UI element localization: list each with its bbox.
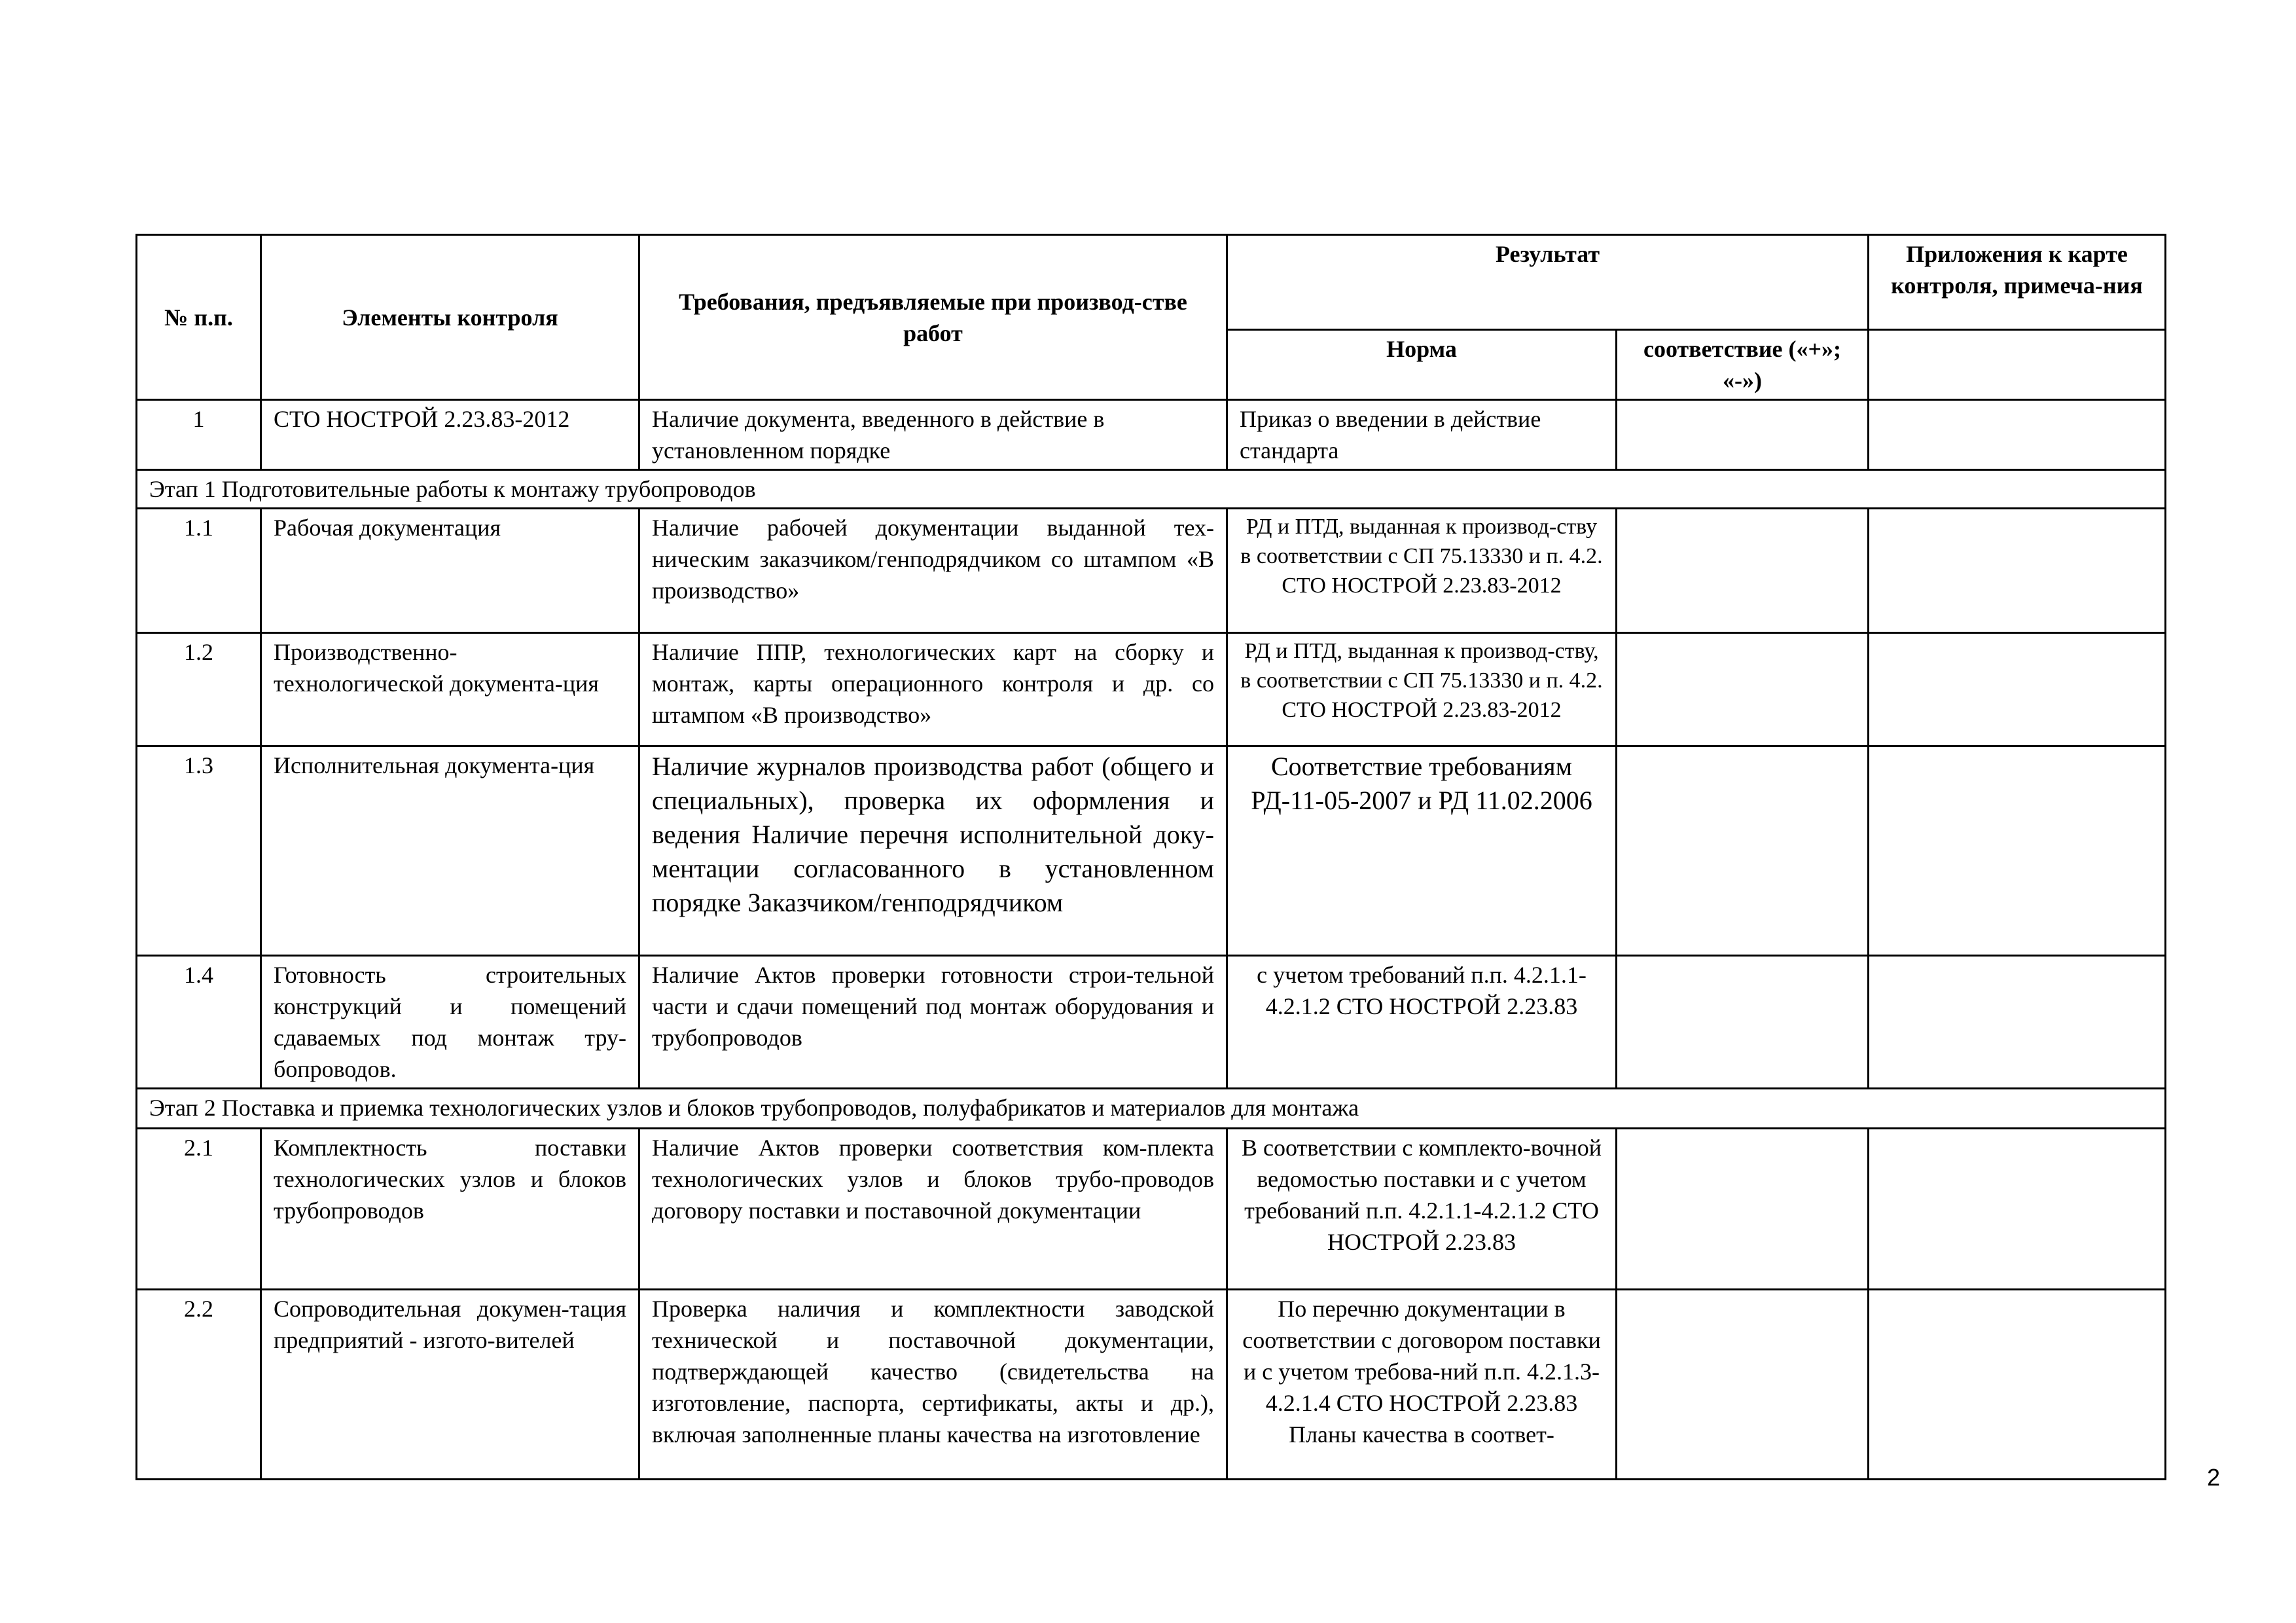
row-requirement: Наличие документа, введенного в действие в установленном порядке (639, 400, 1227, 470)
stage-row (137, 1089, 2166, 1129)
row-element: Готовность строительных конструкций и помещений сдаваемых под монтаж тру-бопроводов. (261, 956, 639, 1089)
table-row (137, 1129, 2166, 1290)
row-requirement: Проверка наличия и комплектности заводской технической и поставочной документации, подтверждающей качество (свидетельства на изготовление, паспорта, сертификаты, акты и др.), включая заполненные планы качества на изготовление (639, 1290, 1227, 1480)
table-row (137, 746, 2166, 956)
row-element: СТО НОСТРОЙ 2.23.83-2012 (261, 400, 639, 470)
row-compliance (1617, 633, 1869, 746)
row-appendix (1869, 956, 2166, 1089)
row-requirement: Наличие ППР, технологических карт на сборку и монтаж, карты операционного контроля и др. со штампом «В производство» (639, 633, 1227, 746)
table-row (137, 1290, 2166, 1480)
header-requirements: Требования, предъявляемые при производ-стве работ (639, 235, 1227, 400)
header-norm: Норма (1227, 330, 1617, 400)
control-table (135, 234, 2166, 1480)
row-compliance (1617, 1290, 1869, 1480)
row-element: Рабочая документация (261, 509, 639, 633)
row-appendix (1869, 1290, 2166, 1480)
row-appendix (1869, 633, 2166, 746)
row-num: 1.4 (137, 956, 261, 1089)
row-num: 1 (137, 400, 261, 470)
row-compliance (1617, 956, 1869, 1089)
stage-row (137, 470, 2166, 509)
row-norm: РД и ПТД, выданная к производ-ству, в соответствии с СП 75.13330 и п. 4.2. СТО НОСТРОЙ 2.23.83-2012 (1227, 633, 1617, 746)
row-norm: Соответствие требованиям РД-11-05-2007 и РД 11.02.2006 (1227, 746, 1617, 956)
row-element: Сопроводительная докумен-тация предприятий - изгото-вителей (261, 1290, 639, 1480)
header-elements: Элементы контроля (261, 235, 639, 400)
row-appendix (1869, 509, 2166, 633)
row-num: 1.1 (137, 509, 261, 633)
row-compliance (1617, 746, 1869, 956)
row-requirement: Наличие журналов производства работ (общего и специальных), проверка их оформления и ведения Наличие перечня исполнительной доку-ментации согласованного в установленном порядке Заказчиком/генподрядчиком (639, 746, 1227, 956)
header-result: Результат (1227, 235, 1869, 330)
row-requirement: Наличие Актов проверки соответствия ком-плекта технологических узлов и блоков трубо-проводов договору поставки и поставочной документации (639, 1129, 1227, 1290)
table-row (137, 633, 2166, 746)
row-requirement: Наличие рабочей документации выданной тех-ническим заказчиком/генподрядчиком со штампом «В производство» (639, 509, 1227, 633)
row-compliance (1617, 1129, 1869, 1290)
table-row (137, 400, 2166, 470)
row-num: 2.2 (137, 1290, 261, 1480)
row-norm: По перечню документации в соответствии с договором поставки и с учетом требова-ний п.п. 4.2.1.3-4.2.1.4 СТО НОСТРОЙ 2.23.83 Планы качества в соответ- (1227, 1290, 1617, 1480)
stage-title: Этап 1 Подготовительные работы к монтажу трубопроводов (137, 470, 2166, 509)
table-row (137, 956, 2166, 1089)
table-row (137, 509, 2166, 633)
stage-title: Этап 2 Поставка и приемка технологических узлов и блоков трубопроводов, полуфабрикатов и материалов для монтажа (137, 1089, 2166, 1129)
row-element: Производственно-технологической документа-ция (261, 633, 639, 746)
header-num: № п.п. (137, 235, 261, 400)
header-compliance: соответствие («+»; «-») (1617, 330, 1869, 400)
row-norm: Приказ о введении в действие стандарта (1227, 400, 1617, 470)
header-empty-cell (1869, 330, 2166, 400)
row-appendix (1869, 1129, 2166, 1290)
row-element: Комплектность поставки технологических узлов и блоков трубопроводов (261, 1129, 639, 1290)
row-norm: РД и ПТД, выданная к производ-ству в соответствии с СП 75.13330 и п. 4.2. СТО НОСТРОЙ 2.23.83-2012 (1227, 509, 1617, 633)
row-requirement: Наличие Актов проверки готовности строи-тельной части и сдачи помещений под монтаж оборудования и трубопроводов (639, 956, 1227, 1089)
row-appendix (1869, 746, 2166, 956)
row-element: Исполнительная документа-ция (261, 746, 639, 956)
row-compliance (1617, 400, 1869, 470)
row-num: 1.3 (137, 746, 261, 956)
row-num: 1.2 (137, 633, 261, 746)
row-norm: В соответствии с комплекто-вочной ведомостью поставки и с учетом требований п.п. 4.2.1.1-4.2.1.2 СТО НОСТРОЙ 2.23.83 (1227, 1129, 1617, 1290)
row-num: 2.1 (137, 1129, 261, 1290)
row-norm: с учетом требований п.п. 4.2.1.1-4.2.1.2 СТО НОСТРОЙ 2.23.83 (1227, 956, 1617, 1089)
page-number: 2 (2207, 1464, 2221, 1491)
row-appendix (1869, 400, 2166, 470)
header-appendix: Приложения к карте контроля, примеча-ния (1869, 235, 2166, 330)
row-compliance (1617, 509, 1869, 633)
